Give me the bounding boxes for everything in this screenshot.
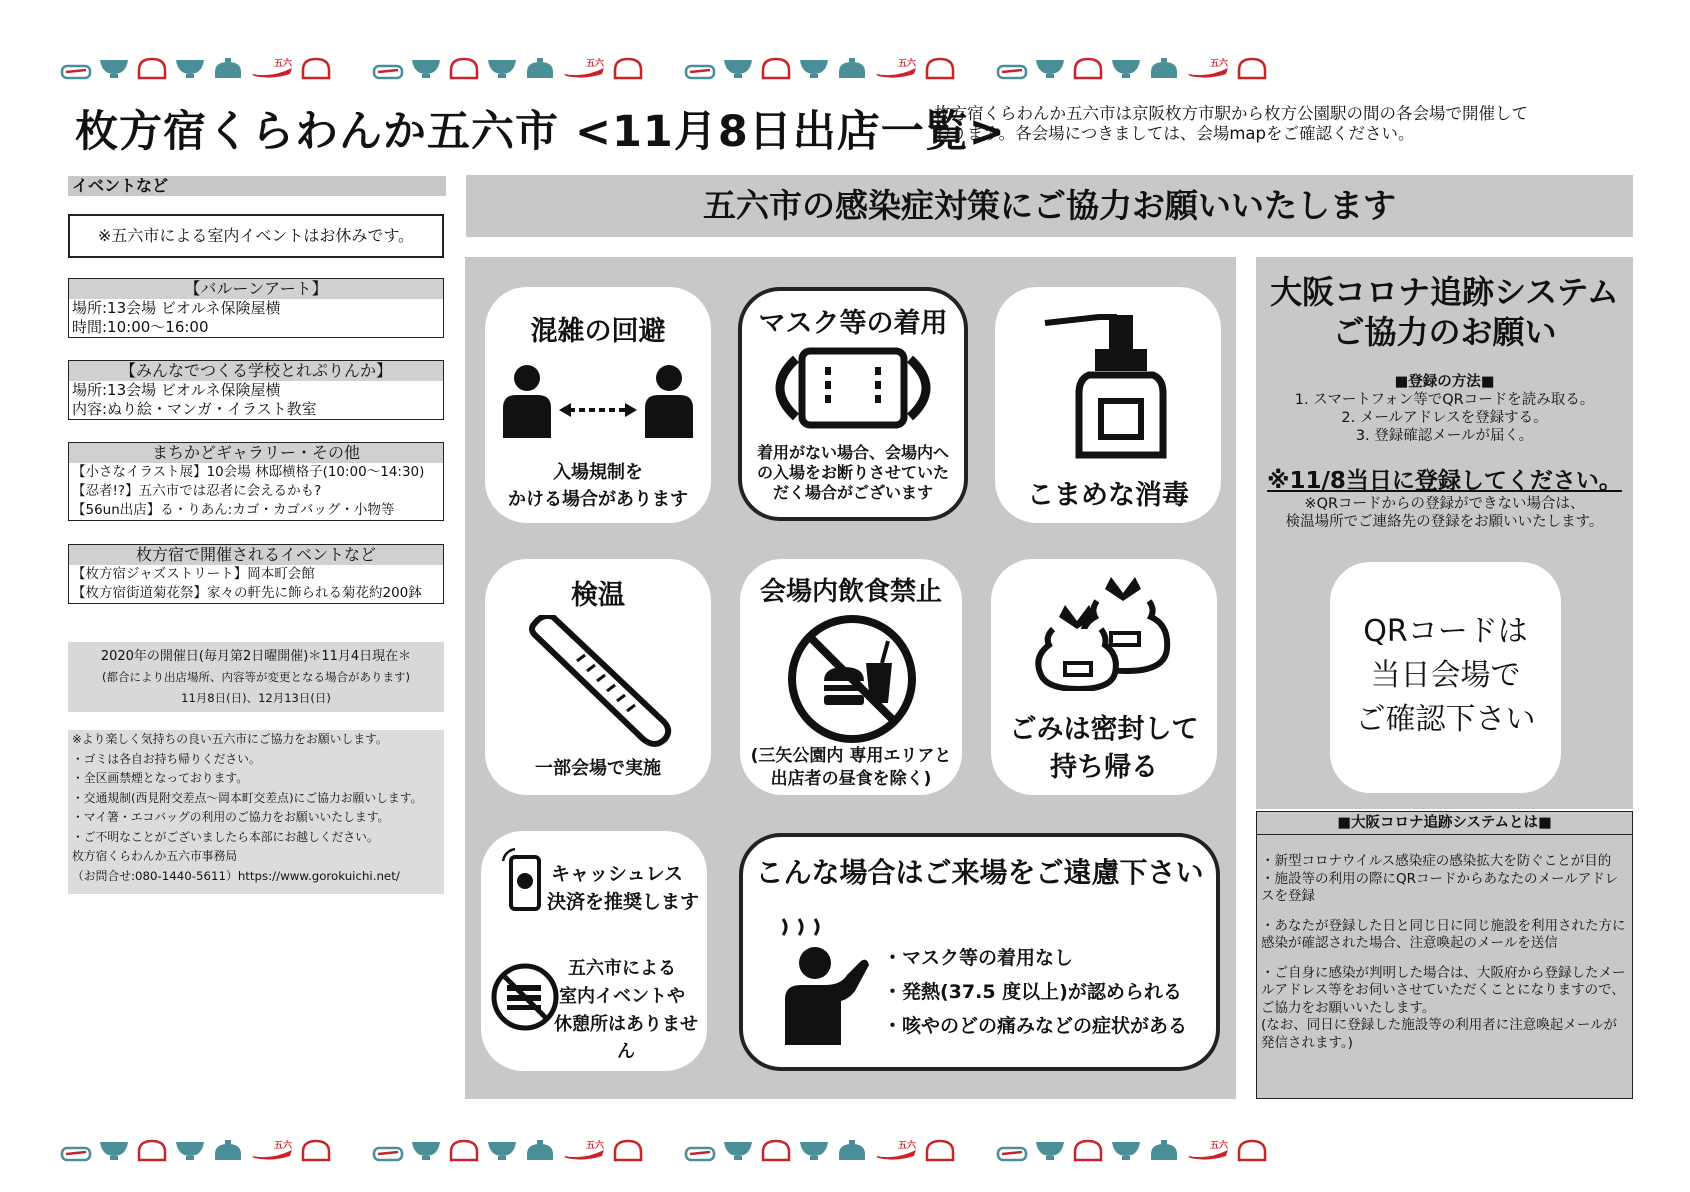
schedule-line2: (都合により出店場所、内容等が変更となる場合があります): [102, 670, 410, 684]
mask-icon: [756, 343, 950, 435]
top-decor-border: [60, 36, 1630, 80]
infection-control-banner: 五六市の感染症対策にご協力お願いいたします: [466, 175, 1633, 237]
boat-icon: [562, 1138, 606, 1162]
osaka-title: [1256, 272, 1633, 352]
card-disinfect: [995, 287, 1221, 523]
red-bowl-icon: [924, 1138, 956, 1162]
balloon-line: 時間:10:00～16:00: [72, 318, 209, 336]
registration-fallback: 検温場所でご連絡先の登録をお願いいたします。: [1285, 514, 1604, 530]
sanitizer-bottle-icon: [1039, 309, 1179, 459]
teal-cup-icon: [486, 56, 518, 80]
teal-cup-icon: [98, 56, 130, 80]
card-cashless: [481, 831, 707, 1071]
boat-icon: [250, 56, 294, 80]
qr-line: 当日会場で: [1370, 658, 1521, 693]
card-sub: だく場合がございます: [772, 483, 933, 502]
teal-pot-icon: [212, 56, 244, 80]
gallery-line: 【56un出店】る・りあん:カゴ・カゴバッグ・小物等: [72, 502, 395, 518]
qr-line: QRコードは: [1363, 614, 1528, 649]
red-bowl-icon: [1072, 1138, 1104, 1162]
boat-dish-icon: [996, 56, 1028, 80]
teal-cup-icon: [410, 56, 442, 80]
page-title: 枚方宿くらわんか五六市 <11月8日出店一覧>: [75, 107, 1006, 157]
about-heading: ■大阪コロナ追跡システムとは■: [1257, 812, 1632, 835]
red-bowl-icon: [1236, 1138, 1268, 1162]
teal-cup-icon: [798, 1138, 830, 1162]
teal-cup-icon: [486, 1138, 518, 1162]
teal-cup-icon: [798, 56, 830, 80]
schedule-line1: 2020年の開催日(毎月第2日曜開催)＊11月4日現在＊: [100, 649, 412, 664]
card-no-eating: [740, 559, 962, 795]
registration-emphasis: ※11/8当日に登録してください。: [1267, 468, 1622, 494]
red-bowl-icon: [448, 1138, 480, 1162]
card-title: 持ち帰る: [1050, 752, 1158, 783]
stay-home-item: ・咳やのどの痛みなどの症状がある: [883, 1015, 1188, 1037]
osaka-system-about: [1256, 811, 1633, 1099]
red-bowl-icon: [612, 56, 644, 80]
balloon-heading: 【バルーンアート】: [69, 279, 443, 299]
note-line: ・マイ箸・エコバッグの利用のご協力をお願いいたします。: [72, 810, 390, 824]
teal-pot-icon: [524, 56, 556, 80]
decor-group: [60, 56, 332, 80]
trash-bag-icon: [1035, 571, 1175, 691]
card-title: 検温: [571, 580, 625, 611]
teal-cup-icon: [722, 1138, 754, 1162]
decor-group: [996, 1138, 1268, 1162]
gallery-line: 【忍者!?】五六市では忍者に会えるかも?: [72, 483, 322, 499]
card-title: こんな場合はご来場をご遠慮下さい: [755, 856, 1204, 889]
no-eating-icon: [784, 611, 920, 747]
office-name: 枚方宿くらわんか五六市事務局: [72, 849, 238, 863]
red-bowl-icon: [448, 56, 480, 80]
boat-dish-icon: [684, 56, 716, 80]
sick-person-icon: [775, 915, 875, 1045]
teal-pot-icon: [836, 1138, 868, 1162]
hirakata-events-heading: 枚方宿で開催されるイベントなど: [69, 545, 443, 565]
red-bowl-icon: [760, 56, 792, 80]
card-title: マスク等の着用: [758, 308, 948, 339]
card-avoid-crowding: [485, 287, 711, 523]
school-line: 場所:13会場 ビオルネ保険屋横: [72, 381, 281, 399]
decor-group: [996, 56, 1268, 80]
indoor-notice: ※五六市による室内イベントはお休みです。: [68, 214, 444, 258]
events-heading: イベントなど: [68, 176, 446, 196]
red-bowl-icon: [136, 56, 168, 80]
gallery-line: 【小さなイラスト展】10会場 林邸横格子(10:00～14:30): [72, 464, 425, 480]
card-trash: [991, 559, 1217, 795]
cashless-line: 決済を推奨します: [547, 891, 700, 913]
card-temperature: [485, 559, 711, 795]
osaka-title-line1: 大阪コロナ追跡システム: [1270, 273, 1619, 311]
registration-step: 1. スマートフォン等でQRコードを読み取る。: [1294, 392, 1595, 408]
boat-label: 五六: [1210, 1141, 1229, 1151]
boat-icon: [874, 56, 918, 80]
boat-label: 五六: [274, 59, 293, 69]
about-item: ・あなたが登録した日と同じ日に同じ施設を利用された方に感染が確認された場合、注意喚起のメールを送信: [1261, 917, 1626, 951]
distancing-icon: [495, 362, 701, 442]
hirakata-events-box: [68, 544, 444, 604]
decor-group: [372, 1138, 644, 1162]
card-title: 会場内飲食禁止: [759, 577, 942, 607]
about-item: ・新型コロナウイルス感染症の感染拡大を防ぐことが目的: [1261, 853, 1612, 869]
smartphone-payment-icon: [501, 847, 553, 917]
cashless-line: キャッシュレス: [551, 863, 684, 885]
teal-cup-icon: [722, 56, 754, 80]
contact-line[interactable]: （お問合せ:080-1440-5611）https://www.gorokuichi.net/: [72, 868, 400, 883]
measures-panel: [465, 257, 1236, 1099]
card-sub: の入場をお断りさせていた: [756, 463, 949, 482]
teal-pot-icon: [1148, 56, 1180, 80]
red-bowl-icon: [760, 1138, 792, 1162]
red-bowl-icon: [300, 56, 332, 80]
decor-group: [684, 56, 956, 80]
note-line: ・交通規制(西見附交差点～岡本町交差点)にご協力お願いします。: [72, 790, 423, 805]
boat-dish-icon: [60, 1138, 92, 1162]
card-sub: 出店者の昼食を除く): [770, 769, 932, 789]
note-line: ※より楽しく気持ちの良い五六市にご協力をお願いします。: [72, 732, 388, 746]
boat-icon: [250, 1138, 294, 1162]
qr-line: ご確認下さい: [1355, 702, 1536, 737]
red-bowl-icon: [924, 56, 956, 80]
note-line: ・全区画禁煙となっております。: [72, 771, 249, 785]
teal-cup-icon: [98, 1138, 130, 1162]
school-line: 内容:ぬり絵・マンガ・イラスト教室: [72, 400, 317, 418]
registration-step: 2. メールアドレスを登録する。: [1341, 410, 1548, 426]
card-sub: かける場合があります: [508, 489, 688, 510]
teal-pot-icon: [1148, 1138, 1180, 1162]
boat-label: 五六: [898, 59, 917, 69]
card-mask: [738, 287, 968, 521]
card-sub: (三矢公園内 専用エリアと: [750, 746, 952, 766]
teal-cup-icon: [410, 1138, 442, 1162]
teal-cup-icon: [1034, 1138, 1066, 1162]
boat-dish-icon: [372, 56, 404, 80]
note-line: ・ゴミは各自お持ち帰りください。: [72, 751, 261, 766]
boat-dish-icon: [372, 1138, 404, 1162]
card-title: ごみは密封して: [1009, 714, 1199, 745]
about-item: (なお、同日に登録した施設等の利用者に注意喚起メールが発信されます。): [1261, 1017, 1617, 1051]
bottom-decor-border: [60, 1118, 1630, 1162]
note-line: ・ご不明なことがございましたら本部にお越しください。: [72, 829, 379, 844]
rest-line: 室内イベントや: [559, 986, 685, 1007]
boat-label: 五六: [586, 1141, 605, 1151]
card-sub: 一部会場で実施: [535, 758, 661, 779]
teal-cup-icon: [1110, 56, 1142, 80]
qr-code-placeholder: [1330, 562, 1561, 793]
balloon-box: [68, 278, 444, 338]
school-heading: 【みんなでつくる学校とれぷりんか】: [69, 361, 443, 381]
school-box: [68, 360, 444, 420]
card-title: こまめな消毒: [1027, 480, 1189, 511]
about-item: ・ご自身に感染が判明した場合は、大阪府から登録したメールアドレス等をお伺いさせていただくことになりますので、ご協力をお願いいたします。: [1261, 964, 1626, 1016]
decor-group: [684, 1138, 956, 1162]
balloon-line: 場所:13会場 ビオルネ保険屋横: [72, 299, 281, 317]
boat-icon: [1186, 56, 1230, 80]
teal-cup-icon: [174, 56, 206, 80]
boat-label: 五六: [586, 59, 605, 69]
stay-home-item: ・マスク等の着用なし: [883, 947, 1074, 969]
hirakata-events-line: 【枚方宿街道菊花祭】家々の軒先に飾られる菊花約200鉢: [72, 585, 422, 601]
stay-home-item: ・発熱(37.5 度以上)が認められる: [883, 981, 1182, 1003]
hirakata-events-line: 【枚方宿ジャズストリート】岡本町会館: [72, 566, 315, 582]
card-sub: 入場規制を: [553, 462, 643, 483]
boat-label: 五六: [898, 1141, 917, 1151]
schedule-box: [68, 642, 444, 712]
header-description-line1: 枚方宿くらわんか五六市は京阪枚方市駅から枚方公園駅の間の各会場で開催して: [934, 104, 1528, 123]
schedule-dates: 11月8日(日)、12月13日(日): [181, 691, 331, 705]
gallery-heading: まちかどギャラリー・その他: [69, 443, 443, 463]
boat-icon: [562, 56, 606, 80]
boat-dish-icon: [60, 56, 92, 80]
boat-label: 五六: [274, 1141, 293, 1151]
registration-method-heading: ■登録の方法■: [1394, 374, 1495, 390]
card-title: 混雑の回避: [530, 316, 666, 347]
registration-fallback: ※QRコードからの登録ができない場合は、: [1304, 496, 1585, 512]
red-bowl-icon: [300, 1138, 332, 1162]
boat-icon: [1186, 1138, 1230, 1162]
notes-box: [68, 730, 444, 894]
red-bowl-icon: [136, 1138, 168, 1162]
decor-group: [60, 1138, 332, 1162]
decor-group: [372, 56, 644, 80]
rest-line: 五六市による: [568, 958, 676, 979]
gallery-box: [68, 442, 444, 521]
registration-step: 3. 登録確認メールが届く。: [1355, 428, 1534, 444]
card-stay-home: [739, 833, 1220, 1071]
red-bowl-icon: [612, 1138, 644, 1162]
boat-dish-icon: [996, 1138, 1028, 1162]
boat-label: 五六: [1210, 59, 1229, 69]
boat-dish-icon: [684, 1138, 716, 1162]
header-description: [934, 104, 1634, 144]
teal-pot-icon: [524, 1138, 556, 1162]
teal-cup-icon: [1034, 56, 1066, 80]
teal-cup-icon: [1110, 1138, 1142, 1162]
rest-line: 休憩所はありません: [554, 1014, 698, 1062]
boat-icon: [874, 1138, 918, 1162]
teal-cup-icon: [174, 1138, 206, 1162]
about-item: ・施設等の利用の際にQRコードからあなたのメールアドレスを登録: [1261, 870, 1619, 904]
osaka-title-line2: ご協力のお願い: [1332, 313, 1557, 351]
red-bowl-icon: [1236, 56, 1268, 80]
header-description-line2: おります。各会場につきましては、会場mapをご確認ください。: [934, 124, 1415, 143]
teal-pot-icon: [836, 56, 868, 80]
teal-pot-icon: [212, 1138, 244, 1162]
card-sub: 着用がない場合、会場内へ: [756, 443, 949, 462]
red-bowl-icon: [1072, 56, 1104, 80]
thermometer-icon: [525, 615, 675, 755]
